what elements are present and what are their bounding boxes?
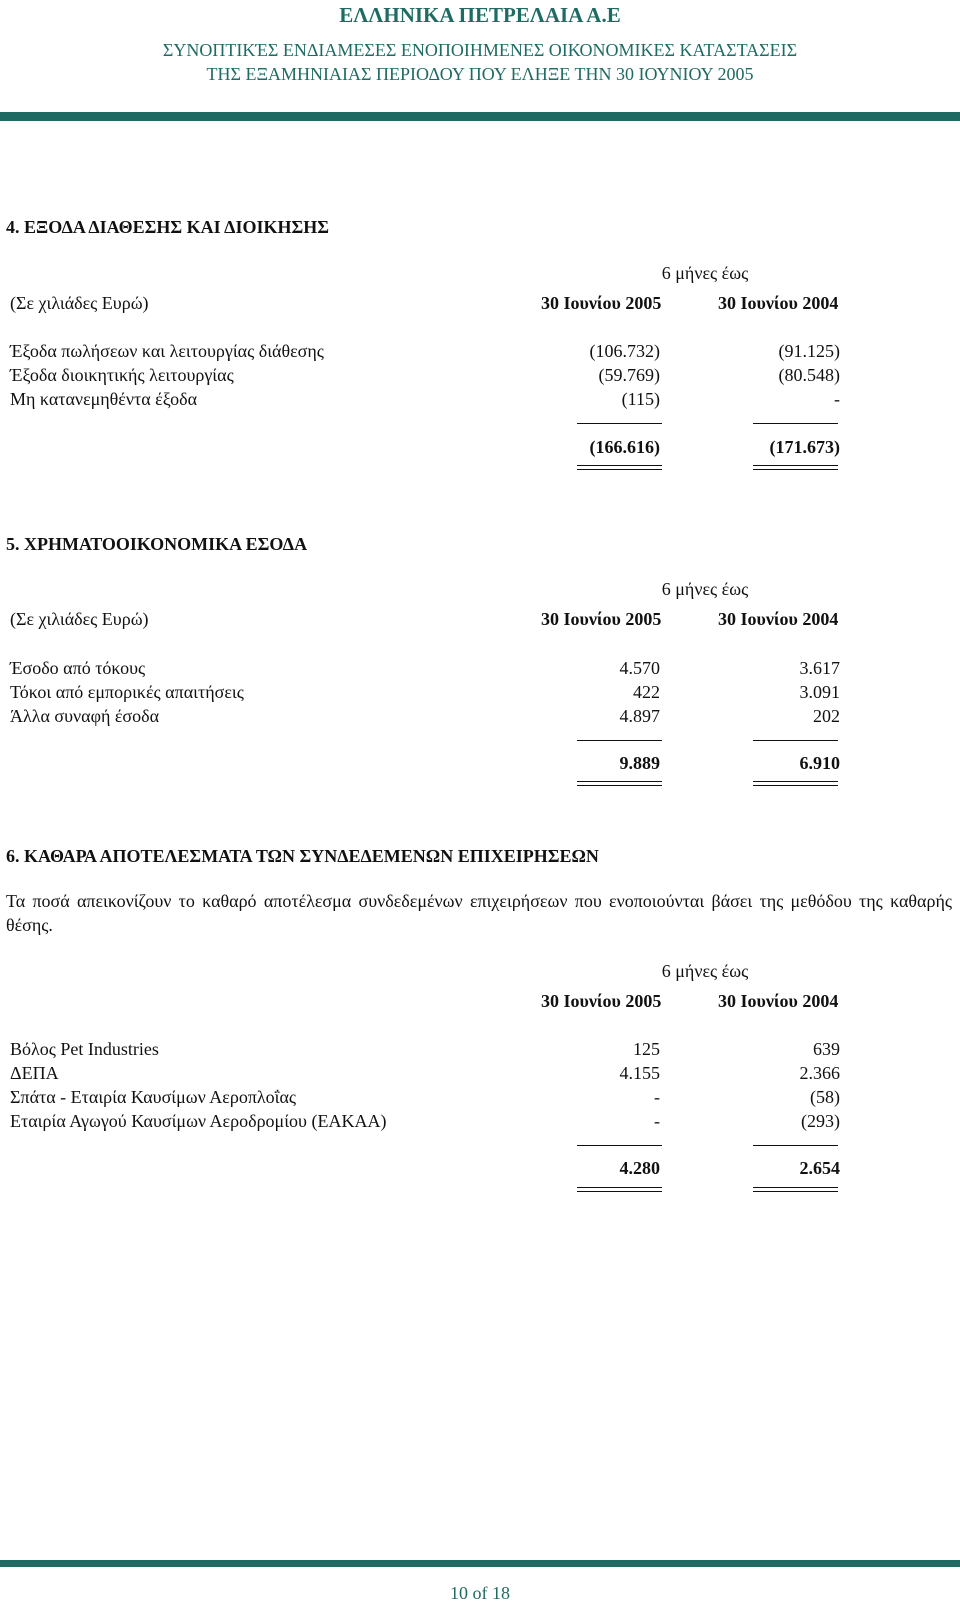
row-value-2004: (293) (801, 1111, 840, 1131)
row-value-2005: (59.769) (598, 365, 660, 385)
report-title-line-1: ΣΥΝΟΠΤΙΚΈΣ ΕΝΔΙΑΜΕΣΕΣ ΕΝΟΠΟΙΗΜΕΝΕΣ ΟΙΚΟΝΟΜΙΚΕΣ ΚΑΤΑΣΤΑΣΕΙΣ (162, 40, 798, 60)
row-value-2005: 4.897 (619, 706, 660, 726)
row-label: Έξοδα διοικητικής λειτουργίας (10, 365, 234, 385)
row-value-2005: 4.570 (619, 658, 660, 678)
total-2005: 4.280 (619, 1158, 660, 1178)
row-value-2005: 125 (633, 1039, 660, 1059)
row-value-2005: 4.155 (619, 1063, 660, 1083)
total-double-rule (577, 465, 662, 470)
row-label: Άλλα συναφή έσοδα (10, 706, 160, 726)
section-4-col-2004: 30 Ιουνίου 2004 (718, 293, 839, 313)
row-label: Έξοδα πωλήσεων και λειτουργίας διάθεσης (10, 341, 324, 361)
section-6-col-2005: 30 Ιουνίου 2005 (541, 991, 662, 1011)
row-label: ΔΕΠΑ (10, 1063, 59, 1083)
row-value-2004: 639 (813, 1039, 840, 1059)
section-4-col-2005: 30 Ιουνίου 2005 (541, 293, 662, 313)
section-4-unit-label: (Σε χιλιάδες Ευρώ) (10, 293, 149, 313)
total-double-rule (577, 781, 662, 786)
section-6-paragraph: Τα ποσά απεικονίζουν το καθαρό αποτέλεσμα συνδεδεμένων επιχειρήσεων που ενοποιούνται βάσει της μεθόδου της καθαρής θέσης. (6, 891, 952, 935)
total-double-rule (753, 1187, 838, 1192)
total-double-rule (753, 465, 838, 470)
row-value-2004: 2.366 (799, 1063, 840, 1083)
subtotal-rule (753, 423, 838, 424)
row-label: Σπάτα - Εταιρία Καυσίμων Αεροπλοΐας (10, 1087, 297, 1107)
subtotal-rule (577, 423, 662, 424)
row-value-2004: (91.125) (778, 341, 840, 361)
row-value-2004: 3.617 (799, 658, 840, 678)
row-value-2005: - (654, 1087, 660, 1107)
row-value-2004: - (834, 389, 840, 409)
total-2004: 2.654 (799, 1158, 840, 1178)
section-6-col-2004: 30 Ιουνίου 2004 (718, 991, 839, 1011)
total-double-rule (753, 781, 838, 786)
subtotal-rule (577, 740, 662, 741)
section-5-unit-label: (Σε χιλιάδες Ευρώ) (10, 609, 149, 629)
total-2005: (166.616) (589, 437, 660, 457)
row-value-2004: 202 (813, 706, 840, 726)
section-6-title: 6. ΚΑΘΑΡΑ ΑΠΟΤΕΛΕΣΜΑΤΑ ΤΩΝ ΣΥΝΔΕΔΕΜΕΝΩΝ ΕΠΙΧΕΙΡΗΣΕΩΝ (6, 846, 599, 866)
row-value-2005: 422 (633, 682, 660, 702)
row-value-2004: (80.548) (778, 365, 840, 385)
subtotal-rule (753, 740, 838, 741)
report-title-line-2: ΤΗΣ ΕΞΑΜΗΝΙΑΙΑΣ ΠΕΡΙΟΔΟΥ ΠΟΥ ΕΛΗΞΕ ΤΗΝ 30 ΙΟΥΝΙΟΥ 2005 (206, 64, 754, 84)
total-double-rule (577, 1187, 662, 1192)
company-name: ΕΛΛΗΝΙΚΑ ΠΕΤΡΕΛΑΙΑ Α.Ε (339, 3, 621, 27)
footer-divider (0, 1560, 960, 1567)
row-label: Μη κατανεμηθέντα έξοδα (10, 389, 197, 409)
total-2004: (171.673) (769, 437, 840, 457)
section-5-col-2005: 30 Ιουνίου 2005 (541, 609, 662, 629)
section-6-period-heading: 6 μήνες έως (661, 961, 749, 981)
total-2004: 6.910 (799, 753, 840, 773)
section-5-col-2004: 30 Ιουνίου 2004 (718, 609, 839, 629)
section-4-period-heading: 6 μήνες έως (661, 263, 749, 283)
row-label: Έσοδο από τόκους (10, 658, 146, 678)
row-label: Βόλος Pet Industries (10, 1039, 159, 1059)
row-value-2005: - (654, 1111, 660, 1131)
row-value-2005: (115) (621, 389, 660, 409)
row-value-2004: 3.091 (799, 682, 840, 702)
row-value-2004: (58) (810, 1087, 840, 1107)
page-number: 10 of 18 (450, 1583, 510, 1603)
subtotal-rule (577, 1145, 662, 1146)
section-5-period-heading: 6 μήνες έως (661, 579, 749, 599)
row-label: Τόκοι από εμπορικές απαιτήσεις (10, 682, 244, 702)
header-divider (0, 112, 960, 121)
section-4-title: 4. ΕΞΟΔΑ ΔΙΑΘΕΣΗΣ ΚΑΙ ΔΙΟΙΚΗΣΗΣ (6, 217, 330, 237)
row-value-2005: (106.732) (589, 341, 660, 361)
subtotal-rule (753, 1145, 838, 1146)
row-label: Εταιρία Αγωγού Καυσίμων Αεροδρομίου (ΕΑΚΑΑ) (10, 1111, 387, 1131)
total-2005: 9.889 (619, 753, 660, 773)
section-5-title: 5. ΧΡΗΜΑΤΟΟΙΚΟΝΟΜΙΚΑ ΕΣΟΔΑ (6, 534, 308, 554)
